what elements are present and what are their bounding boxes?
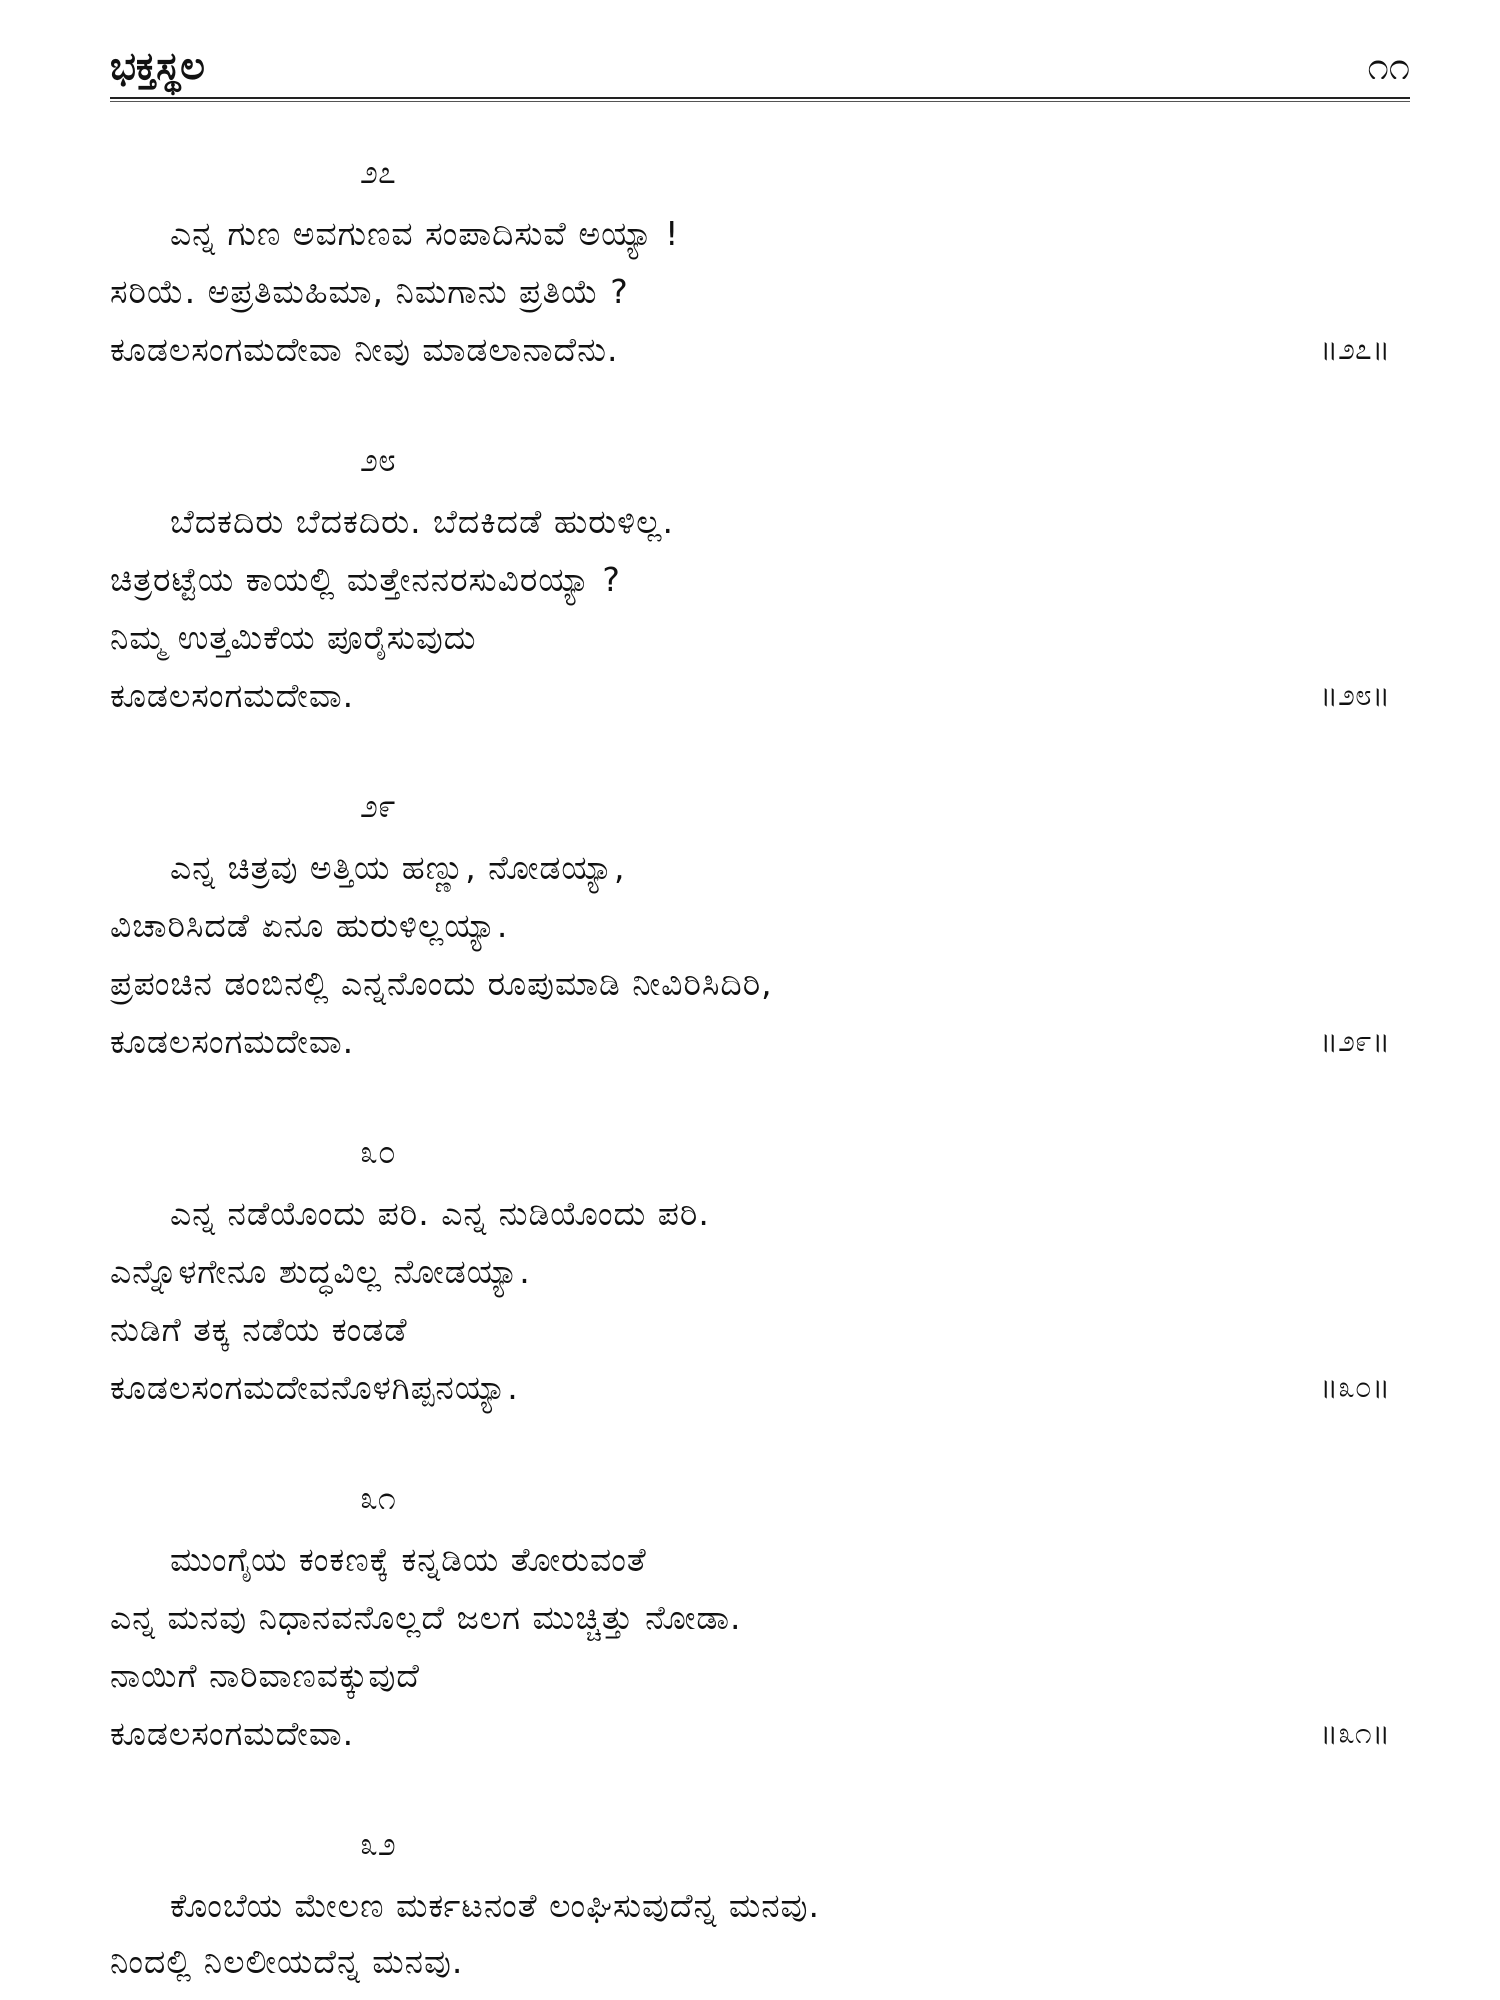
verse-end-mark: ॥೨೮॥ <box>1319 678 1390 713</box>
verse-line: ಎನ್ನ ನಡೆಯೊಂದು ಪರಿ. ಎನ್ನ ನುಡಿಯೊಂದು ಪರಿ. <box>170 1194 710 1233</box>
running-header <box>110 38 1410 98</box>
verse-line: ಕೂಡಲಸಂಗಮದೇವಾ. <box>110 1714 355 1753</box>
verse-line: ಕೂಡಲಸಂಗಮದೇವಾ. <box>110 1022 355 1061</box>
verse-line: ಕೊಂಬೆಯ ಮೇಲಣ ಮರ್ಕಟನಂತೆ ಲಂಘಿಸುವುದೆನ್ನ ಮನವು. <box>170 1886 820 1925</box>
verse-line: ಬೆದಕದಿರು ಬೆದಕದಿರು. ಬೆದಕಿದಡೆ ಹುರುಳಿಲ್ಲ. <box>170 502 674 541</box>
header-rule <box>110 97 1410 99</box>
verse-line: ಎನ್ನ ಚಿತ್ರವು ಅತ್ತಿಯ ಹಣ್ಣು, ನೋಡಯ್ಯಾ, <box>170 848 626 887</box>
verse-line: ಕೂಡಲಸಂಗಮದೇವಾ ನೀವು ಮಾಡಲಾನಾದೆನು. <box>110 330 619 369</box>
verse-line: ಪ್ರಪಂಚಿನ ಡಂಬಿನಲ್ಲಿ ಎನ್ನನೊಂದು ರೂಪುಮಾಡಿ ನೀವಿರಿಸಿದಿರಿ, <box>110 964 773 1003</box>
verse-line: ವಿಚಾರಿಸಿದಡೆ ಏನೂ ಹುರುಳಿಲ್ಲಯ್ಯಾ. <box>110 906 509 945</box>
verse-end-mark: ॥೨೭॥ <box>1319 332 1390 367</box>
header-rule-thin <box>110 101 1410 102</box>
section-title: ಭಕ್ತಸ್ಥಲ <box>110 44 205 88</box>
verse-line: ಎನ್ನ ಗುಣ ಅವಗುಣವ ಸಂಪಾದಿಸುವೆ ಅಯ್ಯಾ ! <box>170 214 680 253</box>
verse-line: ನಿಮ್ಮ ಉತ್ತಮಿಕೆಯ ಪೂರೈಸುವುದು <box>110 618 477 657</box>
vachana-number: ೩೨ <box>360 1825 396 1863</box>
verse-line: ಸರಿಯೆ. ಅಪ್ರತಿಮಹಿಮಾ, ನಿಮಗಾನು ಪ್ರತಿಯೆ ? <box>110 272 629 311</box>
verse-end-mark: ॥೩೦॥ <box>1319 1370 1390 1405</box>
vachana-number: ೨೯ <box>360 787 396 825</box>
page-number: ೧೧ <box>1367 44 1410 88</box>
vachana-number: ೩೧ <box>360 1479 396 1517</box>
verse-line: ಮುಂಗೈಯ ಕಂಕಣಕ್ಕೆ ಕನ್ನಡಿಯ ತೋರುವಂತೆ <box>170 1540 647 1579</box>
vachana-number: ೨೮ <box>360 441 396 479</box>
verse-line: ನಾಯಿಗೆ ನಾರಿವಾಣವಕ್ಕುವುದೆ <box>110 1656 420 1695</box>
vachana-number: ೨೭ <box>360 153 396 191</box>
verse-line: ಕೂಡಲಸಂಗಮದೇವನೊಳಗಿಪ್ಪನಯ್ಯಾ. <box>110 1368 519 1407</box>
vachana-number: ೩೦ <box>360 1133 396 1171</box>
verse-line: ಎನ್ನೊಳಗೇನೂ ಶುದ್ಧವಿಲ್ಲ ನೋಡಯ್ಯಾ. <box>110 1252 531 1291</box>
verse-line: ಚಿತ್ರರಟ್ಟೆಯ ಕಾಯಲ್ಲಿ ಮತ್ತೇನನರಸುವಿರಯ್ಯಾ ? <box>110 560 621 599</box>
verse-line: ಕೂಡಲಸಂಗಮದೇವಾ. <box>110 676 355 715</box>
verse-line: ನಿಂದಲ್ಲಿ ನಿಲಲೀಯದೆನ್ನ ಮನವು. <box>110 1942 464 1981</box>
verse-end-mark: ॥೨೯॥ <box>1319 1024 1390 1059</box>
verse-end-mark: ॥೩೧॥ <box>1319 1716 1390 1751</box>
verse-line: ಎನ್ನ ಮನವು ನಿಧಾನವನೊಲ್ಲದೆ ಜಲಗ ಮುಚ್ಚಿತ್ತು ನೋಡಾ. <box>110 1598 742 1637</box>
verse-line: ನುಡಿಗೆ ತಕ್ಕ ನಡೆಯ ಕಂಡಡೆ <box>110 1310 408 1349</box>
